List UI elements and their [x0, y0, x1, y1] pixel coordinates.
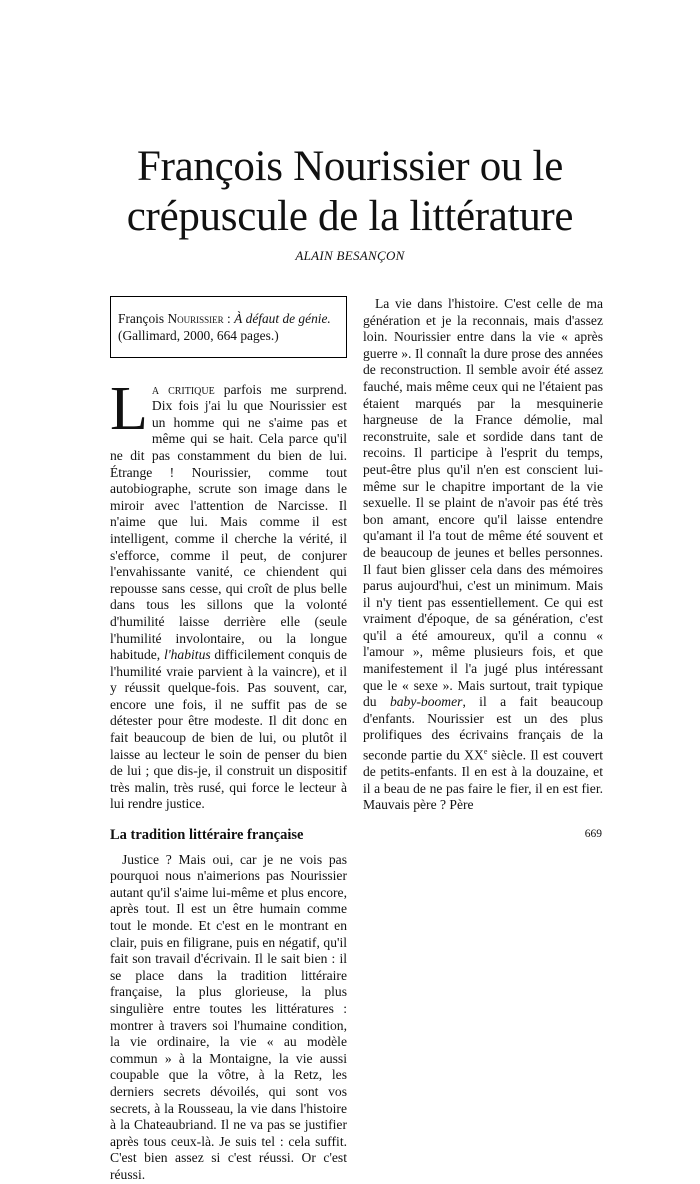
reference-author-last: Nourissier: [167, 311, 224, 326]
baby-boomer-term: baby-boomer: [389, 694, 463, 710]
paragraph-2: Justice ? Mais oui, car je ne vois pas pourquoi nous n'aimerions pas Nourissier autant qu'il s'aime lui-même et plus encore, après tout. Il est un être humain comme tout le monde. Et c'est en le montrant en clair, puis en filigrane, puis en négatif, qu'il fait son travail d'écrivain. Il le sait bien : il se place dans la tradition littéraire française, la plus glorieuse, la plus singulière entre toutes les littératures : montrer à travers soi l'humaine condition, la vie ordinaire, la vie « au modèle commun » à la Montaigne, la vie aussi coupable que la vôtre, à la Retz, les derniers secrets dévoilés, qui sont vos secrets, à la Rousseau, la vie dans l'histoire à la Chateaubriand. Il ne va pas se justifier après tous ceux-là. Je suis tel : cela suffit. C'est bien assez si c'est réussi. Or c'est réussi.: [110, 851, 347, 1182]
habitus-term: l'habitus: [163, 647, 211, 663]
paragraph-1-text: parfois me surprend. Dix fois j'ai lu que Nourissier est un homme qui ne s'aime pas et même qui se hait. Cela parce qu'il ne dit pas constamment du bien de lui. Étrange ! Nourissier, comme tout autobiographe, scrute son image dans le miroir avec l'attention de Narcisse. Il n'aime que lui. Mais comme il est intelligent, comme il cherche la vérité, il s'efforce, comme il peut, de conjurer l'envahissante vanité, ce chiendent qui repousse sans cesse, qui croît de plus belle dans tous les sillons que la volonté d'humilité laisse derrière elle (seule l'humilité involontaire, ou la longue habitude,: [110, 381, 348, 663]
paragraph-1-end: difficilement conquis de l'humilité vraie parvient à la vaincre), et il y réussit quelque-fois. Pas souvent, car, encore une fois, il ne suffit pas de se détester pour être modeste. Il dit donc en fait beaucoup de bien de lui, ou plutôt il laisse au lecteur le soin de penser du bien de lui ; que dis-je, il construit un dispositif très malin, très rusé, qui force le lecteur à lui rendre justice.: [110, 647, 347, 812]
section-heading: La tradition littéraire française: [110, 827, 304, 844]
book-reference-box: [110, 296, 347, 358]
article-author: ALAIN BESANÇON: [295, 248, 405, 263]
left-column: [110, 296, 347, 1184]
paragraph-3: [363, 296, 603, 814]
century-numeral: XX: [464, 747, 484, 763]
reference-book-title: À défaut de génie.: [234, 311, 331, 326]
paragraph-3-end: siècle. Il est couvert de petits-enfants. Il en est à la douzaine, et il a beau de ne pas faire le fier, il en est fier. Mauvais père ? Père: [363, 747, 604, 813]
paragraph-3-mid: , il a fait beaucoup d'enfants. Nourissier est un des plus prolifiques des écrivains français de la seconde partie du: [363, 694, 604, 763]
drop-cap: L: [110, 374, 148, 443]
lead-words: a critique: [151, 381, 215, 397]
reference-details: (Gallimard, 2000, 664 pages.): [118, 327, 279, 343]
paragraph-3-text: La vie dans l'histoire. C'est celle de ma génération et je la reconnais, mais d'assez loin. Nourissier entre dans la vie « après guerre ». Il connaît la dure prose des années de reconstruction. Il semble avoir été assez fauché, mais même ceux qui ne l'étaient pas étaient marqués par la mesquinerie hargneuse de la France démolie, mal reconstruite, sale et sordide dans tant de recoins. Il participe à l'esprit du temps, peut-être plus qu'il n'en est conscient lui-même sur le chapitre important de la vie sexuelle. Il se plaint de n'avoir pas été très bon amant, encore qu'il laisse entendre qu'amant il l'a tout de même été souvent et de beaucoup de jeunes et belles personnes. Il faut bien glisser cela dans des mémoires parus aujourd'hui, c'est un minimum. Mais il n'y tient pas essentiellement. Ce qui est vraiment d'époque, de sa génération, c'est qu'il a été amoureux, qu'il a connu « l'amour », même plusieurs fois, et que manifestement il l'a jugé plus intéressant que le « sexe ». Mais surtout, trait typique du: [363, 296, 603, 710]
century-superscript: e: [483, 747, 488, 757]
page-number: 669: [584, 828, 602, 840]
article-title: François Nourissier ou le crépuscule de la littérature: [126, 143, 574, 240]
reference-author-first: François: [118, 311, 165, 326]
right-column: [363, 296, 603, 814]
paragraph-1: [110, 374, 348, 813]
reference-separator: :: [223, 311, 235, 326]
